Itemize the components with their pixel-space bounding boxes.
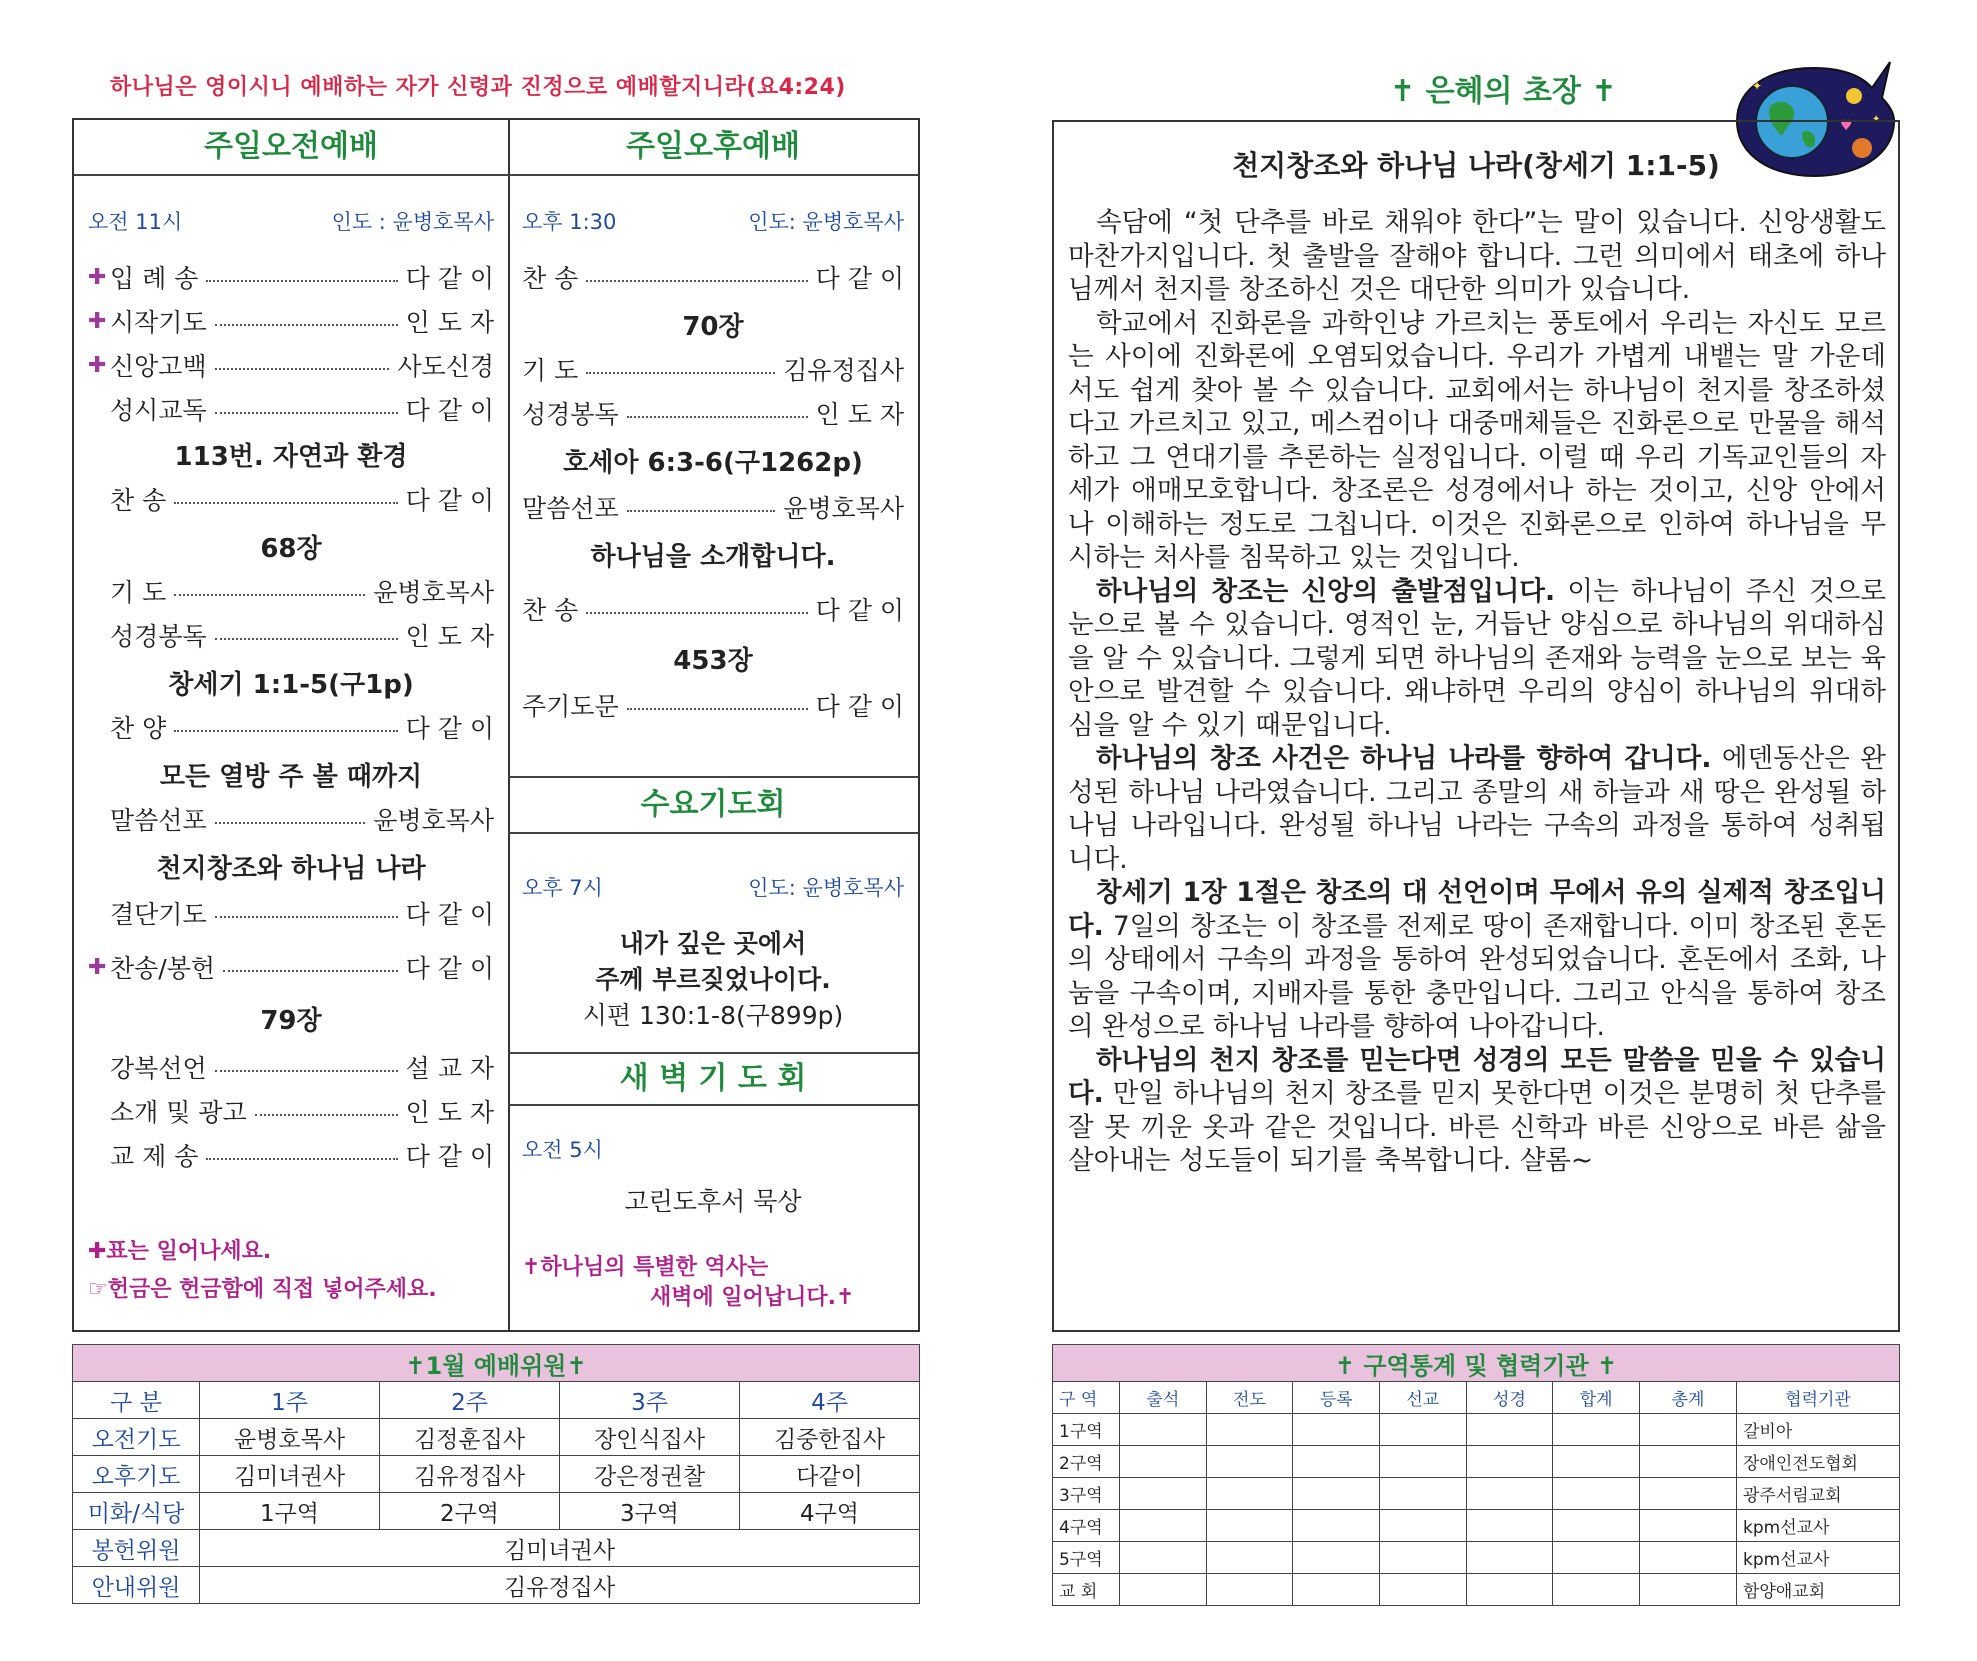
- dot-leader: [206, 1158, 397, 1160]
- order-label: 찬 송: [522, 596, 579, 625]
- dot-leader: [215, 916, 398, 918]
- grace-title: ✝ 은혜의 초장 ✝: [1390, 74, 1617, 109]
- order-item: [88, 304, 494, 338]
- table-row: [1053, 1478, 1900, 1510]
- table-header: 선교: [1379, 1382, 1466, 1414]
- hymn-number: 70장: [682, 312, 744, 342]
- committee-title: ✝1월 예배위원✝: [73, 1345, 920, 1382]
- order-value: 윤병호목사: [373, 578, 494, 607]
- sermon-paragraph: [1068, 742, 1886, 876]
- row-label: 2구역: [1053, 1446, 1120, 1478]
- table-row: [1053, 1510, 1900, 1542]
- table-cell: 김중한집사: [740, 1419, 920, 1456]
- order-value: 사도신경: [397, 352, 494, 381]
- stand-icon: ✚: [88, 954, 107, 980]
- partner-org: 갈비아: [1737, 1414, 1900, 1446]
- table-header: 2주: [380, 1382, 560, 1419]
- order-value: 인 도 자: [405, 308, 494, 337]
- table-header: 전도: [1206, 1382, 1293, 1414]
- table-row: [73, 1530, 920, 1567]
- order-item: [88, 482, 494, 516]
- table-row: [1053, 1414, 1900, 1446]
- worship-order-panel: [72, 118, 920, 1332]
- dot-leader: [215, 368, 390, 370]
- sermon-panel: [1052, 120, 1900, 1332]
- row-label: 오후기도: [73, 1456, 200, 1493]
- wednesday-leader: 인도: 윤병호목사: [748, 876, 904, 900]
- other-services-column: [508, 120, 918, 1330]
- row-label: 교 회: [1053, 1574, 1120, 1606]
- table-header-row: [1053, 1382, 1900, 1414]
- sermon-paragraph: 속담에 “첫 단추를 바로 채워야 한다”는 말이 있습니다. 신앙생활도 마찬가지입니다. 첫 출발을 잘해야 합니다. 그런 의미에서 태초에 하나님께서 천지를 창조하신 것은 대단한 의미가 있습니다.: [1068, 207, 1886, 305]
- order-item: [88, 260, 494, 294]
- order-value: 다 같 이: [405, 1142, 494, 1171]
- order-label: 강복선언: [110, 1054, 207, 1083]
- order-label: 시작기도: [110, 308, 207, 337]
- order-item: [522, 352, 904, 386]
- table-cell: 김유정집사: [380, 1456, 560, 1493]
- order-label: 성경봉독: [110, 622, 207, 651]
- dot-leader: [215, 1070, 398, 1072]
- table-header: 구 역: [1053, 1382, 1120, 1414]
- order-value: 다 같 이: [405, 486, 494, 515]
- sermon-emphasis: 하나님의 창조 사건은 하나님 나라를 향하여 갑니다.: [1096, 743, 1712, 774]
- order-value: 윤병호목사: [373, 806, 494, 835]
- order-value: 다 같 이: [405, 714, 494, 743]
- dawn-note-1: ✝하나님의 특별한 역사는: [522, 1255, 769, 1280]
- sermon-emphasis: 하나님의 창조는 신앙의 출발점입니다.: [1096, 575, 1556, 607]
- table-cell: 3구역: [560, 1493, 740, 1530]
- sermon-text: 에덴동산은 완성된 하나님 나라였습니다. 그리고 종말의 새 하늘과 새 땅은 완성될 하나님 나라입니다. 완성될 하나님 나라는 구속의 과정을 통하여 성취됩니다.: [1068, 743, 1886, 875]
- table-cell: 2구역: [380, 1493, 560, 1530]
- row-label: 봉헌위원: [73, 1530, 200, 1567]
- table-cell: 김유정집사: [200, 1567, 920, 1604]
- morning-service-column: [74, 120, 510, 1330]
- partner-org: 장애인전도협회: [1737, 1446, 1900, 1478]
- row-label: 1구역: [1053, 1414, 1120, 1446]
- sermon-text: 7일의 창조는 이 창조를 전제로 땅이 존재합니다. 이미 창조된 혼돈의 상태에서 구속의 과정을 통하여 완성되었습니다. 혼돈에서 조화, 나눔을 구속이며, 지배자를 통한 충만입니다. 그리고 안식을 통하여 창조의 완성으로 하나님 나라를 향하여 나아갑니다.: [1068, 910, 1886, 1042]
- dot-leader: [586, 612, 807, 614]
- order-item: [88, 348, 494, 382]
- hymn-number: 68장: [260, 534, 322, 564]
- sermon-title: 하나님을 소개합니다.: [590, 542, 836, 572]
- stand-icon: ✚: [88, 352, 107, 378]
- dot-leader: [174, 502, 397, 504]
- table-cell: 4구역: [740, 1493, 920, 1530]
- wednesday-title: 수요기도회: [508, 776, 918, 834]
- order-value: 인 도 자: [815, 400, 904, 429]
- top-verse: 하나님은 영이시니 예배하는 자가 신령과 진정으로 예배할지니라(요4:24): [110, 75, 846, 100]
- order-value: 다 같 이: [405, 396, 494, 425]
- svg-text:✦: ✦: [1872, 114, 1881, 125]
- sermon-paragraph: [1068, 1044, 1886, 1178]
- afternoon-time: 오후 1:30: [522, 210, 617, 234]
- praise-title: 모든 열방 주 볼 때까지: [159, 762, 423, 792]
- table-row: [1053, 1446, 1900, 1478]
- order-label: 말씀선포: [110, 806, 207, 835]
- dot-leader: [215, 638, 398, 640]
- table-header: 등록: [1293, 1382, 1380, 1414]
- dot-leader: [627, 510, 776, 512]
- wednesday-time: 오후 7시: [522, 876, 603, 900]
- table-header: 합계: [1553, 1382, 1640, 1414]
- order-label: 소개 및 광고: [110, 1098, 247, 1127]
- sermon-paragraph: [1068, 575, 1886, 743]
- dot-leader: [627, 416, 808, 418]
- dot-leader: [586, 372, 775, 374]
- sermon-paragraph: [1068, 876, 1886, 1044]
- morning-time: 오전 11시: [88, 210, 183, 234]
- dawn-note-2: 새벽에 일어납니다.✝: [650, 1285, 855, 1310]
- afternoon-leader: 인도: 윤병호목사: [748, 210, 904, 234]
- table-row: [73, 1493, 920, 1530]
- partner-org: kpm선교사: [1737, 1542, 1900, 1574]
- dawn-text: 고린도후서 묵상: [624, 1187, 802, 1216]
- afternoon-service-title: 주일오후예배: [508, 120, 918, 176]
- stand-icon: ✚: [88, 264, 107, 290]
- order-item: [88, 710, 494, 744]
- stand-note: ✚표는 일어나세요.: [88, 1239, 272, 1264]
- order-item: [88, 1094, 494, 1128]
- sermon-title: 천지창조와 하나님 나라: [156, 854, 426, 884]
- morning-service-title: 주일오전예배: [74, 120, 508, 176]
- table-header-row: [73, 1382, 920, 1419]
- dot-leader: [215, 822, 366, 824]
- order-item: [88, 1138, 494, 1172]
- dawn-title: 새 벽 기 도 회: [508, 1052, 918, 1106]
- sermon-body: [1068, 206, 1886, 1178]
- order-value: 다 같 이: [405, 954, 494, 983]
- partner-org: kpm선교사: [1737, 1510, 1900, 1542]
- row-label: 안내위원: [73, 1567, 200, 1604]
- order-label: 찬 송: [110, 486, 167, 515]
- dot-leader: [586, 280, 807, 282]
- dot-leader: [215, 412, 398, 414]
- row-label: 3구역: [1053, 1478, 1120, 1510]
- sermon-paragraph: 학교에서 진화론을 과학인냥 가르치는 풍토에서 우리는 자신도 모르는 사이에 진화론에 오염되었습니다. 우리가 가볍게 내뱉는 말 가운데서도 쉽게 찾아 볼 수 있습니다. 교회에서는 하나님이 천지를 창조하셨다고 가르치고 있고, 메스컴이나 대중매체들은 진화론으로 만물을 해석하고 그 연대기를 추론하는 실정입니다. 이럴 때 우리 기독교인들의 자세가 애매모호합니다. 창조론은 성경에서나 하는 것이고, 신앙 안에서나 이해하는 정도로 그칩니다. 이것은 진화론으로 인하여 하나님을 무시하는 처사를 침묵하고 있는 것입니다.: [1068, 307, 1886, 573]
- row-label: 4구역: [1053, 1510, 1120, 1542]
- sermon-text: 만일 하나님의 천지 창조를 믿지 못한다면 이것은 분명히 첫 단추를 잘 못 끼운 옷과 같은 것입니다. 바른 신학과 바른 신앙으로 바른 삶을 살아내는 성도들이 되기를 축복합니다. 샬롬~: [1068, 1078, 1886, 1176]
- order-label: 기 도: [110, 578, 167, 607]
- order-value: 다 같 이: [815, 692, 904, 721]
- order-value: 설 교 자: [405, 1054, 494, 1083]
- table-header: 총계: [1640, 1382, 1737, 1414]
- dot-leader: [174, 730, 397, 732]
- row-label: 오전기도: [73, 1419, 200, 1456]
- order-label: 입 례 송: [110, 264, 199, 293]
- order-item: [88, 802, 494, 836]
- sermon-emphasis: 하나님의 천지 창조를 믿는다면 성경의 모든 말씀을 믿을 수 있습니다.: [1068, 1044, 1886, 1109]
- dawn-time: 오전 5시: [522, 1138, 603, 1162]
- partner-org: 함양애교회: [1737, 1574, 1900, 1606]
- order-item: [88, 1050, 494, 1084]
- table-header: 협력기관: [1737, 1382, 1900, 1414]
- svg-text:♥: ♥: [1840, 118, 1853, 134]
- table-header: 구 분: [73, 1382, 200, 1419]
- stand-icon: ✚: [88, 308, 107, 334]
- partner-org: 광주서림교회: [1737, 1478, 1900, 1510]
- table-header: 성경: [1466, 1382, 1553, 1414]
- sermon-heading: 천지창조와 하나님 나라(창세기 1:1-5): [1232, 149, 1720, 182]
- scripture-passage: 호세아 6:3-6(구1262p): [563, 448, 863, 478]
- order-label: 신앙고백: [110, 352, 207, 381]
- dot-leader: [627, 708, 808, 710]
- table-header: 4주: [740, 1382, 920, 1419]
- order-label: 결단기도: [110, 900, 207, 929]
- scripture-passage: 창세기 1:1-5(구1p): [168, 670, 414, 700]
- row-label: 5구역: [1053, 1542, 1120, 1574]
- dot-leader: [206, 280, 397, 282]
- hymn-number: 79장: [260, 1006, 322, 1036]
- table-row: [73, 1456, 920, 1493]
- order-item: [522, 490, 904, 524]
- order-item: [88, 392, 494, 426]
- dot-leader: [174, 594, 365, 596]
- sermon-emphasis: 창세기 1장 1절은 창조의 대 선언이며 무에서 유의 실제적 창조입니다.: [1068, 877, 1886, 942]
- order-label: 주기도문: [522, 692, 619, 721]
- order-value: 다 같 이: [405, 900, 494, 929]
- table-cell: 김정훈집사: [380, 1419, 560, 1456]
- dot-leader: [215, 324, 398, 326]
- order-label: 성시교독: [110, 396, 207, 425]
- dot-leader: [223, 970, 398, 972]
- table-cell: 1구역: [200, 1493, 380, 1530]
- table-cell: 장인식집사: [560, 1419, 740, 1456]
- wednesday-text-2: 주께 부르짖었나이다.: [595, 965, 831, 994]
- sermon-text: 이는 하나님이 주신 것으로 눈으로 볼 수 있습니다. 영적인 눈, 거듭난 양심으로 하나님의 위대하심을 알 수 있습니다. 그렇게 되면 하나님의 존재와 능력을 눈으로 보는 육안으로 발견할 수 있습니다. 왜냐하면 우리의 양심이 하나님의 위대하심을 알 수 있기 때문입니다.: [1068, 575, 1886, 741]
- order-label: 말씀선포: [522, 494, 619, 523]
- order-value: 윤병호목사: [783, 494, 904, 523]
- table-header: 출석: [1120, 1382, 1207, 1414]
- order-value: 인 도 자: [405, 1098, 494, 1127]
- order-value: 다 같 이: [405, 264, 494, 293]
- order-item: [88, 950, 494, 984]
- district-table: [1052, 1344, 1900, 1606]
- table-cell: 다같이: [740, 1456, 920, 1493]
- dot-leader: [255, 1114, 398, 1116]
- order-value: 다 같 이: [815, 596, 904, 625]
- svg-text:✦: ✦: [1752, 79, 1763, 93]
- order-value: 인 도 자: [405, 622, 494, 651]
- table-header: 1주: [200, 1382, 380, 1419]
- wednesday-text-1: 내가 깊은 곳에서: [619, 929, 807, 958]
- order-label: 성경봉독: [522, 400, 619, 429]
- order-value: 김유정집사: [783, 356, 904, 385]
- order-label: 찬송/봉헌: [110, 954, 216, 983]
- offering-note: ☞헌금은 헌금함에 직접 넣어주세요.: [88, 1277, 437, 1302]
- table-cell: 김미녀권사: [200, 1456, 380, 1493]
- table-header: 3주: [560, 1382, 740, 1419]
- table-cell: 윤병호목사: [200, 1419, 380, 1456]
- table-row: [73, 1419, 920, 1456]
- order-label: 찬 송: [522, 264, 579, 293]
- order-label: 교 제 송: [110, 1142, 199, 1171]
- order-item: [522, 592, 904, 626]
- district-title: ✝ 구역통계 및 협력기관 ✝: [1053, 1345, 1900, 1382]
- order-item: [522, 260, 904, 294]
- table-row: [1053, 1542, 1900, 1574]
- table-row: [1053, 1574, 1900, 1606]
- morning-leader: 인도 : 윤병호목사: [331, 210, 494, 234]
- order-item: [88, 618, 494, 652]
- order-value: 다 같 이: [815, 264, 904, 293]
- order-item: [522, 396, 904, 430]
- row-label: 미화/식당: [73, 1493, 200, 1530]
- table-row: [73, 1567, 920, 1604]
- order-item: [88, 574, 494, 608]
- table-cell: 김미녀권사: [200, 1530, 920, 1567]
- table-cell: 강은정권찰: [560, 1456, 740, 1493]
- order-label: 찬 양: [110, 714, 167, 743]
- committee-table: [72, 1344, 920, 1604]
- hymn-number: 453장: [673, 646, 753, 676]
- order-item: [522, 688, 904, 722]
- responsive-reading: 113번. 자연과 환경: [174, 442, 408, 472]
- order-label: 기 도: [522, 356, 579, 385]
- order-item: [88, 896, 494, 930]
- wednesday-passage: 시편 130:1-8(구899p): [582, 1001, 844, 1030]
